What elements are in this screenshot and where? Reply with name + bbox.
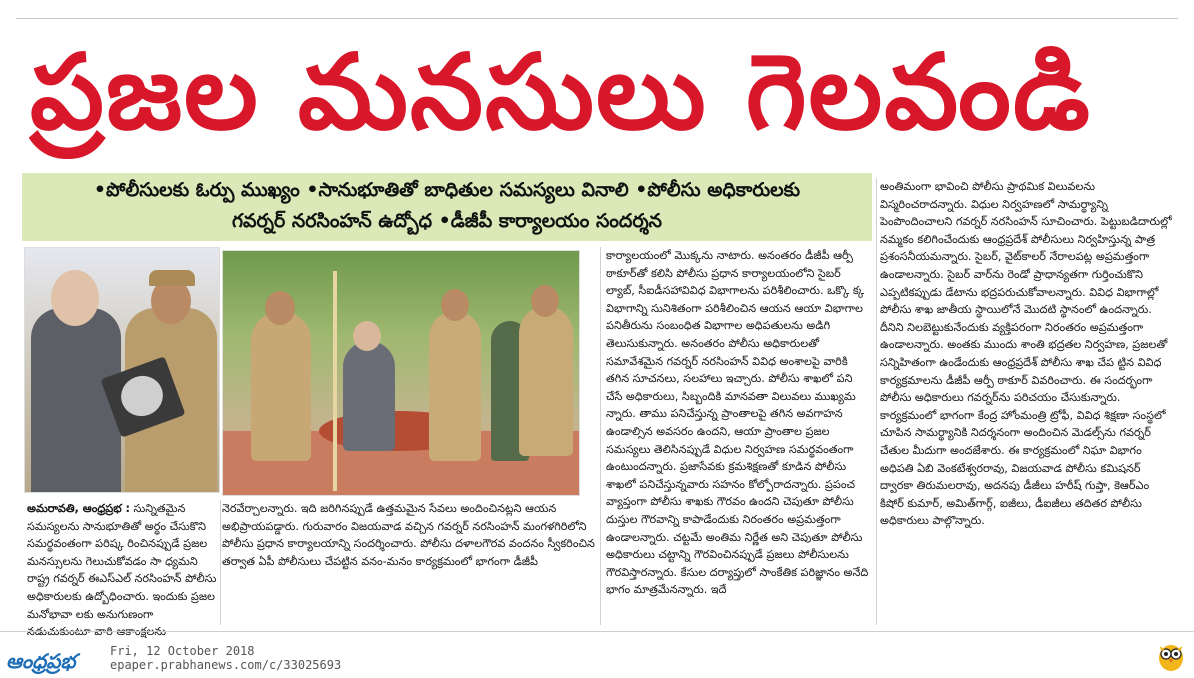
- footer-bar: [0, 631, 1194, 678]
- photo-planting-sapling: [222, 250, 580, 496]
- column-rule: [220, 500, 221, 625]
- column-1-text: సున్నితమైన సమస్యలను సానుభూతితో అర్థం చేసుకొని సమర్థవంతంగా పరిష్క రించినప్పుడే ప్రజల మనస్సులను గెలుచుకోవడం సా ధ్యమని రాష్ట్ర గవర్నర్ ఈఎస్ఎల్ నరసింహన్ పోలీసు అధికారులకు ఉద్బోధించారు. ఇందుకు ప్రజల మనోభావా లకు అనుగుణంగా నడుచుకుంటూ వారి ఆకాంక్షలను: [27, 502, 217, 639]
- column-2-text: నెరవేర్చాలన్నారు. ఇది జరిగినప్పుడే ఉత్తమమైన సేవలు అందించినట్లని ఆయన అభిప్రాయపడ్డారు. గురువారం విజయవాడ వచ్చిన గవర్నర్ నరసింహన్ మంగళగిరిలోని పోలీసు ప్రధాన కార్యాలయాన్ని సందర్శించారు. పోలీసు దళాలగౌరవ వందనం స్వీకరించిన తర్వాత ఏపీ పోలీసులు చేపట్టిన వనం-మనం కార్యక్రమంలో భాగంగా డీజీపీ: [222, 502, 595, 568]
- photo-governor-plaque: [24, 247, 220, 493]
- article-column-1: [27, 500, 219, 641]
- top-rule: [16, 18, 1178, 19]
- column-rule: [600, 247, 601, 625]
- dateline: అమరావతి, ఆంధ్రప్రభ :: [27, 502, 130, 515]
- subheading-line-2: గవర్నర్ నరసింహన్ ఉద్బోధ •డీజీపీ కార్యాలయం సందర్శన: [231, 210, 663, 232]
- subheading-box: [22, 173, 872, 241]
- headline: ప్రజల మనసులు గెలవండి: [30, 31, 1092, 153]
- subheading-line-1: •పోలీసులకు ఓర్పు ముఖ్యం •సానుభూతితో బాధితుల సమస్యలు వినాలి •పోలీసు అధికారులకు: [93, 179, 801, 201]
- article-column-4: [880, 178, 1172, 530]
- edition-date: Fri, 12 October 2018: [110, 644, 255, 658]
- article-column-3: [606, 247, 872, 599]
- epaper-url[interactable]: epaper.prabhanews.com/c/33025693: [110, 658, 342, 672]
- article-column-2: [222, 500, 596, 570]
- brand-logo[interactable]: ఆంధ్రప్రభ: [6, 649, 76, 673]
- column-4-text: అంతిమంగా భావించి పోలీసు ప్రాథమిక విలువలను విస్మరించరాదన్నారు. విధుల నిర్వహణలో సామర్థ్యాన్ని పెంపొందించాలని గవర్నర్ నరసింహన్ సూచించారు. పెట్టుబడిదారుల్లో నమ్మకం కలిగించేందుకు ఆంధ్రప్రదేశ్ పోలీసులు నిర్వహిస్తున్న పాత్ర ప్రశంసనీయమన్నారు. సైబర్, వైట్‌కాలర్ నేరాలపట్ల అప్రమత్తంగా ఉండాలన్నారు. సైబర్ వార్‌ను రెండో ప్రాధాన్యతగా గుర్తించుకొని ఎప్పటికప్పుడు డేటాను భద్రపరుచుకోవాలన్నారు. వివిధ విభాగాల్లో పోలీసు శాఖ జాతీయ స్థాయిలోనే మొదటి స్థానంలో ఉందన్నారు. దీనిని నిలబెట్టుకునేందుకు వ్యక్తిపరంగా నిరంతరం అప్రమత్తంగా ఉండాలన్నారు. అంతకు ముందు శాంతి భద్రతల నిర్వహణ, ప్రజలతో సన్నిహితంగా ఉండేందుకు ఆంధ్రప్రదేశ్ పోలీసు శాఖ చేప ట్టిన వివిధ కార్యక్రమాలను డీజీపీ ఆర్పీ ఠాకూర్ వివరించారు. ఈ సందర్భంగా పోలీసు అధికారులు గవర్నర్‌ను పరిచయం చేసుకున్నారు. కార్యక్రమంలో భాగంగా కేంద్ర హోంమంత్రి ట్రోఫీ, వివిధ శిక్షణా సంస్థలో చూపిన సామర్థ్యానికి నిదర్శనంగా అందించిన మెడల్స్‌ను గవర్నర్ చేతుల మీదుగా అందజేశారు. ఈ కార్యక్రమంలో నిఘా విభాగం అధిపతి ఏబి వెంకటేశ్వరరావు, విజయవాడ పోలీసు కమిషనర్ ద్వారకా తిరుమలరావు, అదనపు డీజీలు హరీష్ గుప్తా, కెఆర్ఎం కిషోర్ కుమార్, అమిత్‌గార్గ్, ఐజీలు, డీఐజీలు తదితర పోలీసు అధికారులు పాల్గొన్నారు.: [880, 180, 1172, 528]
- column-3-text: కార్యాలయంలో మొక్కను నాటారు. అనంతరం డీజీపీ ఆర్పీ ఠాకూర్‌తో కలిసి పోలీసు ప్రధాన కార్యాలయంలోని సైబర్ ల్యాబ్, సీఐడీసహావివిధ విభాగాలను పరిశీలించారు. ఒక్కొ క్క విభాగాన్ని సునిశితంగా పరిశీలించిన ఆయన ఆయా విభాగాల పనితీరును సంబంధిత విభాగాల అధిపతులను అడిగి తెలుసుకున్నారు. అనంతరం పోలీసు అధికారులతో సమావేశమైన గవర్నర్ నరసింహన్ వివిధ అంశాలపై వారికి తగిన సూచనలు, సలహాలు ఇచ్చారు. పోలీసు శాఖలో పని చేసే అధికారులు, సిబ్బందికి మానవతా విలువలు ముఖ్యమ న్నారు. తాము పనిచేస్తున్న ప్రాంతాలపై తగిన అవగాహన ఉండాల్సిన అవసరం ఉందని, ఆయా ప్రాంతాల ప్రజల సమస్యలు తెలిసినప్పుడే విధుల నిర్వహణ సమర్థవంతంగా ఉంటుందన్నారు. ప్రజాసేవకు క్రమశిక్షణతో కూడిన పోలీసు శాఖలో పనిచేస్తున్నవారు సహనం కోల్పోరాదన్నారు. ప్రపంచ వ్యాప్తంగా పోలీసు శాఖకు గౌరవం ఉందని చెపుతూ పోలీసు దుస్తుల గౌరవాన్ని కాపాడేందుకు నిరంతరం అప్రమత్తంగా ఉండాలన్నారు. చట్టమే అంతిమ నిర్ణేత అని చెపుతూ పోలీసు అధికారులు చట్టాన్ని గౌరవించినప్పుడే ప్రజలు పోలీసులను గౌరవిస్తారన్నారు. కేసుల దర్యాప్తులో సాంకేతిక పరిజ్ఞానం అనేది భాగం మాత్రమేనన్నారు. ఇదే: [606, 249, 869, 597]
- owl-icon: [1155, 640, 1187, 672]
- column-rule: [876, 178, 877, 625]
